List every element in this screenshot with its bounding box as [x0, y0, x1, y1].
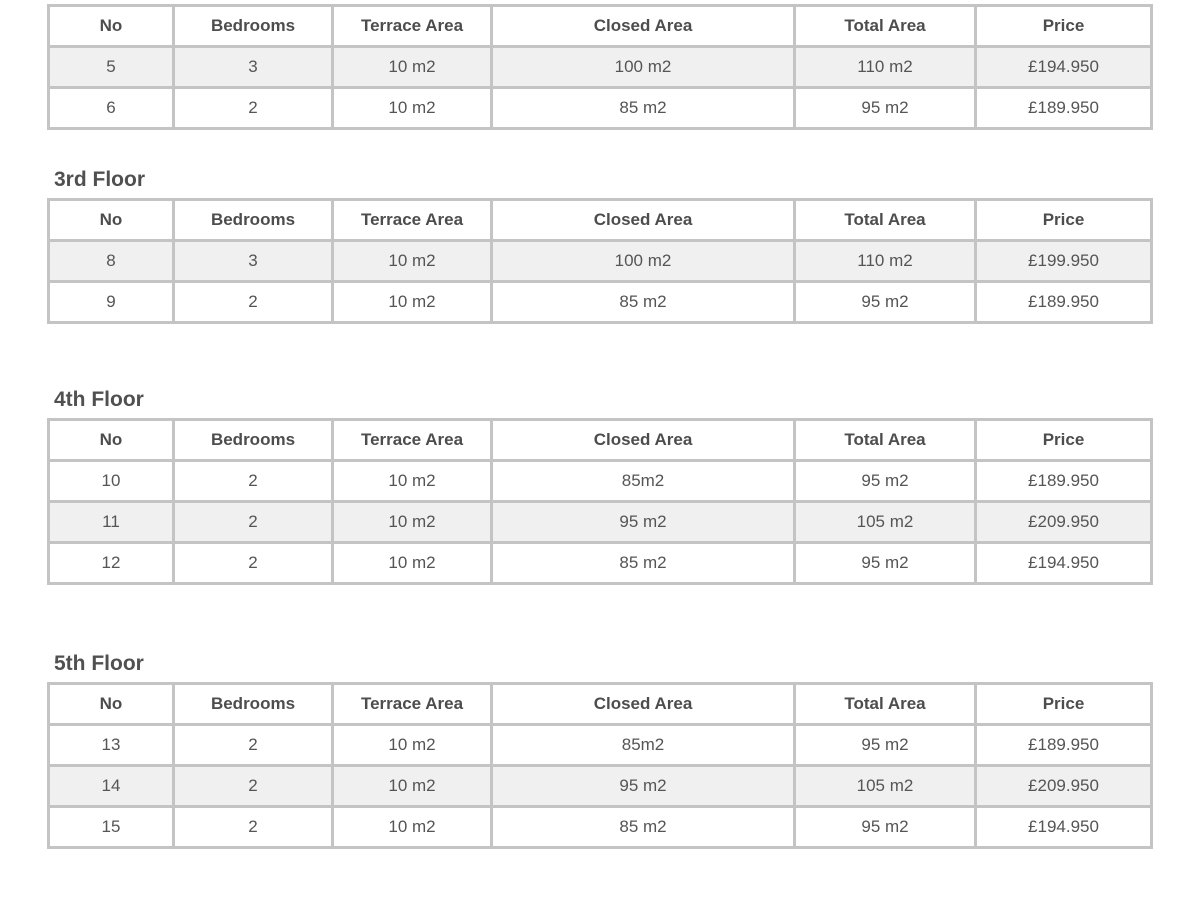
table-cell: 95 m2 — [795, 88, 976, 129]
table-cell: £194.950 — [976, 47, 1152, 88]
table-cell: 95 m2 — [795, 461, 976, 502]
table-cell: 13 — [49, 725, 174, 766]
column-header: No — [49, 6, 174, 47]
table-cell: 9 — [49, 282, 174, 323]
table-cell: 100 m2 — [492, 241, 795, 282]
table-cell: 10 m2 — [333, 241, 492, 282]
table-cell: 95 m2 — [795, 807, 976, 848]
table-cell: 2 — [174, 807, 333, 848]
table-cell: 10 m2 — [333, 47, 492, 88]
table-row — [49, 543, 1152, 584]
table-cell: 2 — [174, 461, 333, 502]
column-header: No — [49, 420, 174, 461]
table-header-row — [49, 200, 1152, 241]
table-cell: 85m2 — [492, 725, 795, 766]
table-cell: 95 m2 — [795, 725, 976, 766]
table-cell: £194.950 — [976, 543, 1152, 584]
table-cell: 10 m2 — [333, 543, 492, 584]
table-cell: 105 m2 — [795, 502, 976, 543]
table-cell: 2 — [174, 88, 333, 129]
table-cell: £189.950 — [976, 282, 1152, 323]
table-row — [49, 47, 1152, 88]
table-cell: 2 — [174, 502, 333, 543]
column-header: Closed Area — [492, 200, 795, 241]
table-row — [49, 766, 1152, 807]
table-cell: 14 — [49, 766, 174, 807]
column-header: Price — [976, 684, 1152, 725]
price-table — [47, 4, 1153, 130]
table-cell: 3 — [174, 47, 333, 88]
table-cell: 8 — [49, 241, 174, 282]
floor-title: 5th Floor — [54, 652, 144, 675]
table-cell: £199.950 — [976, 241, 1152, 282]
table-cell: 11 — [49, 502, 174, 543]
price-table — [47, 418, 1153, 585]
table-row — [49, 502, 1152, 543]
table-cell: 10 m2 — [333, 502, 492, 543]
column-header: Price — [976, 200, 1152, 241]
floor-title: 4th Floor — [54, 388, 144, 411]
table-row — [49, 725, 1152, 766]
table-cell: 110 m2 — [795, 241, 976, 282]
table-row — [49, 88, 1152, 129]
column-header: Bedrooms — [174, 420, 333, 461]
table-cell: £189.950 — [976, 725, 1152, 766]
column-header: Closed Area — [492, 6, 795, 47]
table-cell: £189.950 — [976, 461, 1152, 502]
table-cell: 85m2 — [492, 461, 795, 502]
table-cell: 10 m2 — [333, 282, 492, 323]
price-table — [47, 198, 1153, 324]
table-cell: 95 m2 — [795, 543, 976, 584]
table-cell: £189.950 — [976, 88, 1152, 129]
table-cell: 10 m2 — [333, 725, 492, 766]
table-cell: 10 m2 — [333, 807, 492, 848]
table-cell: 6 — [49, 88, 174, 129]
column-header: Bedrooms — [174, 684, 333, 725]
column-header: Total Area — [795, 6, 976, 47]
column-header: Price — [976, 6, 1152, 47]
column-header: Terrace Area — [333, 420, 492, 461]
table-cell: 85 m2 — [492, 543, 795, 584]
column-header: Terrace Area — [333, 6, 492, 47]
table-cell: 10 m2 — [333, 461, 492, 502]
table-row — [49, 241, 1152, 282]
table-cell: 3 — [174, 241, 333, 282]
column-header: Price — [976, 420, 1152, 461]
table-row — [49, 461, 1152, 502]
table-cell: 5 — [49, 47, 174, 88]
column-header: Bedrooms — [174, 6, 333, 47]
table-row — [49, 807, 1152, 848]
column-header: Bedrooms — [174, 200, 333, 241]
column-header: No — [49, 200, 174, 241]
price-table — [47, 682, 1153, 849]
table-cell: 12 — [49, 543, 174, 584]
table-cell: 95 m2 — [492, 766, 795, 807]
table-cell: 15 — [49, 807, 174, 848]
table-cell: 10 m2 — [333, 766, 492, 807]
column-header: Terrace Area — [333, 684, 492, 725]
table-header-row — [49, 684, 1152, 725]
table-cell: 85 m2 — [492, 807, 795, 848]
column-header: Closed Area — [492, 684, 795, 725]
column-header: Terrace Area — [333, 200, 492, 241]
table-cell: 2 — [174, 725, 333, 766]
table-cell: 95 m2 — [492, 502, 795, 543]
table-cell: £209.950 — [976, 766, 1152, 807]
column-header: Total Area — [795, 420, 976, 461]
table-cell: 10 — [49, 461, 174, 502]
table-cell: 2 — [174, 543, 333, 584]
column-header: Total Area — [795, 200, 976, 241]
table-header-row — [49, 6, 1152, 47]
table-cell: 105 m2 — [795, 766, 976, 807]
table-cell: £194.950 — [976, 807, 1152, 848]
table-cell: 100 m2 — [492, 47, 795, 88]
table-cell: 95 m2 — [795, 282, 976, 323]
table-row — [49, 282, 1152, 323]
table-cell: 2 — [174, 766, 333, 807]
table-cell: 10 m2 — [333, 88, 492, 129]
table-cell: 85 m2 — [492, 88, 795, 129]
table-cell: 110 m2 — [795, 47, 976, 88]
table-cell: 85 m2 — [492, 282, 795, 323]
floor-title: 3rd Floor — [54, 168, 146, 191]
table-cell: £209.950 — [976, 502, 1152, 543]
column-header: Total Area — [795, 684, 976, 725]
table-cell: 2 — [174, 282, 333, 323]
table-header-row — [49, 420, 1152, 461]
column-header: Closed Area — [492, 420, 795, 461]
column-header: No — [49, 684, 174, 725]
